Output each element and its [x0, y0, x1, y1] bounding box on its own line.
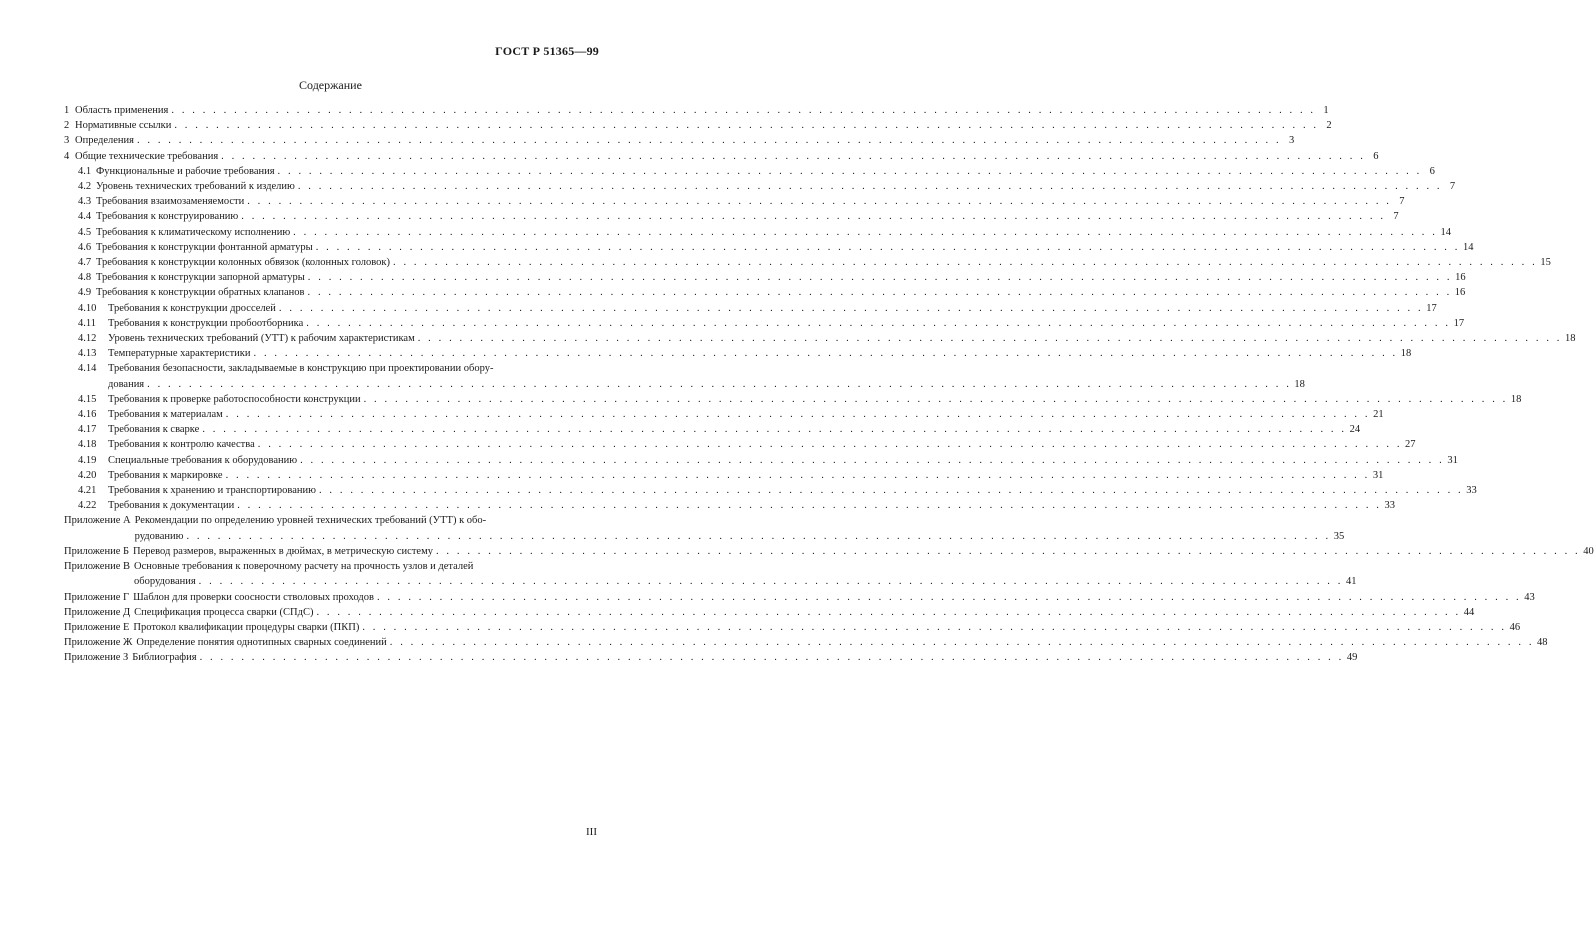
toc-entry-4-22[interactable] — [64, 498, 1396, 513]
toc-entry-4-3[interactable] — [64, 194, 1405, 209]
toc-entry-4-20[interactable] — [64, 468, 1384, 483]
toc-appendix-e[interactable] — [64, 620, 1521, 635]
toc-entry-1[interactable] — [64, 103, 1329, 118]
toc-entry-4-14[interactable] — [64, 361, 1305, 391]
leader-dots — [316, 240, 1460, 255]
entry-number: 4.13 — [78, 348, 97, 360]
entry-number: 4.1 — [78, 165, 92, 177]
leader-dots — [418, 331, 1562, 346]
leader-dots — [308, 270, 1452, 285]
appendix-label: Приложение А — [64, 515, 131, 527]
leader-dots — [137, 133, 1281, 148]
leader-dots — [199, 574, 1343, 589]
entry-number: 4.8 — [78, 272, 92, 284]
entry-title: Нормативные ссылки — [75, 120, 172, 132]
entry-page: 44 — [1463, 606, 1475, 618]
entry-page: 49 — [1346, 652, 1358, 664]
entry-number: 4.9 — [78, 287, 92, 299]
toc-appendix-g[interactable] — [64, 590, 1535, 605]
toc-entry-4-8[interactable] — [64, 270, 1466, 285]
leader-dots — [237, 498, 1381, 513]
entry-title: Требования к проверке работоспособности конструкции — [108, 393, 361, 405]
toc-entry-4-16[interactable] — [64, 407, 1384, 422]
entry-number: 4.5 — [78, 226, 92, 238]
leader-dots — [221, 149, 1365, 164]
entry-number: 2 — [64, 120, 70, 132]
toc-entry-4-19[interactable] — [64, 453, 1458, 468]
toc-appendix-v[interactable] — [64, 559, 1357, 589]
toc-appendix-d[interactable] — [64, 605, 1475, 620]
entry-page: 14 — [1440, 226, 1451, 238]
leader-dots — [390, 635, 1534, 650]
entry-page: 18 — [1565, 333, 1576, 345]
toc-appendix-z[interactable] — [64, 650, 1358, 665]
appendix-title: Библиография — [132, 652, 197, 664]
entry-page: 3 — [1288, 135, 1295, 147]
toc-entry-4-9[interactable] — [64, 285, 1466, 300]
toc-appendix-b[interactable] — [64, 544, 1594, 559]
entry-page: 16 — [1455, 272, 1466, 284]
entry-page: 18 — [1294, 378, 1305, 390]
appendix-title-line1: Рекомендации по определению уровней технических требований (УТТ) к обо- — [134, 515, 487, 527]
page-number: III — [586, 826, 597, 838]
entry-title: Требования к документации — [108, 500, 235, 512]
toc-entry-4-11[interactable] — [64, 316, 1465, 331]
toc-entry-4-10[interactable] — [64, 301, 1437, 316]
leader-dots — [306, 316, 1450, 331]
leader-dots — [226, 468, 1370, 483]
toc-entry-4-2[interactable] — [64, 179, 1456, 194]
entry-title: Требования взаимозаменяемости — [96, 196, 245, 208]
toc-appendix-zh[interactable] — [64, 635, 1548, 650]
entry-page: 31 — [1372, 469, 1384, 481]
appendix-title: Перевод размеров, выраженных в дюймах, в метрическую систему — [133, 545, 433, 557]
entry-page: 41 — [1345, 576, 1357, 588]
leader-dots — [226, 407, 1370, 422]
entry-page: 35 — [1333, 530, 1345, 542]
entry-page: 33 — [1384, 500, 1396, 512]
entry-title: Требования к климатическому исполнению — [96, 226, 291, 238]
entry-number: 4.3 — [78, 196, 92, 208]
entry-title: Требования к конструированию — [96, 211, 239, 223]
leader-dots — [241, 209, 1385, 224]
entry-title: Специальные требования к оборудованию — [108, 454, 298, 466]
entry-page: 6 — [1429, 165, 1435, 177]
entry-page: 7 — [1399, 196, 1405, 208]
toc-entry-4-21[interactable] — [64, 483, 1477, 498]
leader-dots — [247, 194, 1391, 209]
entry-page: 15 — [1540, 257, 1551, 269]
leader-dots — [258, 437, 1402, 452]
entry-number: 4.17 — [78, 424, 97, 436]
entry-title: Требования к конструкции обратных клапанов — [96, 287, 305, 299]
appendix-label: Приложение Е — [64, 621, 130, 633]
leader-dots — [293, 225, 1437, 240]
entry-page: 7 — [1393, 211, 1399, 223]
entry-page: 27 — [1405, 439, 1416, 451]
entry-number: 4.2 — [78, 181, 92, 193]
toc-entry-4-15[interactable] — [64, 392, 1522, 407]
entry-title: Общие технические требования — [75, 150, 219, 162]
entry-number: 4.21 — [78, 485, 97, 497]
leader-dots — [200, 650, 1344, 665]
toc-entry-4-5[interactable] — [64, 225, 1451, 240]
entry-page: 18 — [1510, 393, 1522, 405]
entry-title: Требования к конструкции дросселей — [108, 302, 276, 314]
entry-page: 16 — [1454, 287, 1466, 299]
entry-title: Требования к конструкции пробоотборника — [108, 317, 304, 329]
appendix-title: Спецификация процесса сварки (СПдС) — [134, 606, 314, 618]
leader-dots — [278, 164, 1422, 179]
entry-title: Требования к сварке — [108, 424, 200, 436]
document-code: ГОСТ Р 51365—99 — [495, 44, 599, 58]
toc-entry-4-18[interactable] — [64, 437, 1416, 452]
appendix-title-line1: Основные требования к поверочному расчету на прочность узлов и деталей — [133, 561, 474, 573]
entry-number: 4.14 — [78, 363, 97, 375]
entry-title: Требования к конструкции запорной арматуры — [96, 272, 305, 284]
entry-title: Функциональные и рабочие требования — [96, 165, 275, 177]
entry-title: Область применения — [75, 105, 169, 116]
entry-number: 4.18 — [78, 439, 97, 451]
appendix-label: Приложение Ж — [64, 637, 133, 649]
leader-dots — [174, 118, 1318, 133]
leader-dots — [298, 179, 1442, 194]
entry-number: 4.10 — [78, 302, 97, 314]
entry-number: 3 — [64, 135, 70, 147]
entry-title-line2: дования — [108, 378, 145, 390]
entry-page: 2 — [1326, 120, 1332, 132]
entry-title-line1: Требования безопасности, закладываемые в конструкцию при проектировании обору- — [108, 363, 494, 375]
table-of-contents — [64, 103, 1594, 666]
leader-dots — [364, 392, 1508, 407]
entry-number: 4 — [64, 150, 70, 162]
entry-number: 4.4 — [78, 211, 92, 223]
entry-page: 31 — [1447, 454, 1458, 466]
leader-dots — [279, 301, 1423, 316]
entry-title: Определения — [75, 135, 134, 147]
toc-entry-4-13[interactable] — [64, 346, 1412, 361]
toc-entry-4-4[interactable] — [64, 209, 1399, 224]
leader-dots — [377, 590, 1521, 605]
toc-entry-2[interactable] — [64, 118, 1332, 133]
entry-title: Требования к конструкции фонтанной арматуры — [96, 241, 313, 253]
entry-number: 1 — [64, 105, 70, 116]
entry-page: 33 — [1466, 485, 1477, 497]
leader-dots — [147, 377, 1291, 392]
entry-title: Уровень технических требований (УТТ) к рабочим характеристикам — [108, 333, 415, 345]
appendix-title: Шаблон для проверки соосности стволовых проходов — [133, 591, 374, 603]
leader-dots — [300, 453, 1444, 468]
toc-entry-4-17[interactable] — [64, 422, 1361, 437]
entry-page: 6 — [1373, 150, 1379, 162]
entry-number: 4.16 — [78, 409, 97, 421]
leader-dots — [362, 620, 1506, 635]
entry-title: Требования к материалам — [108, 409, 223, 421]
appendix-label: Приложение В — [64, 561, 130, 573]
entry-page: 43 — [1524, 591, 1535, 603]
appendix-label: Приложение Б — [64, 545, 130, 557]
leader-dots — [316, 605, 1460, 620]
entry-number: 4.11 — [78, 317, 96, 329]
leader-dots — [393, 255, 1537, 270]
appendix-label: Приложение З — [64, 652, 129, 664]
toc-entry-4-1[interactable] — [64, 164, 1435, 179]
entry-page: 46 — [1509, 621, 1521, 633]
entry-title: Требования к конструкции колонных обвязок (колонных головок) — [96, 257, 391, 269]
toc-appendix-a[interactable] — [64, 513, 1345, 543]
entry-title: Требования к контролю качества — [108, 439, 255, 451]
toc-entry-3[interactable] — [64, 133, 1295, 148]
entry-page: 14 — [1462, 241, 1474, 253]
appendix-label: Приложение Д — [64, 606, 131, 618]
appendix-label: Приложение Г — [64, 591, 130, 603]
entry-title: Требования к маркировке — [108, 469, 223, 481]
entry-page: 24 — [1349, 424, 1361, 436]
entry-number: 4.12 — [78, 333, 97, 345]
entry-page: 7 — [1449, 181, 1456, 193]
entry-number: 4.6 — [78, 241, 92, 253]
toc-entry-4-7[interactable] — [64, 255, 1551, 270]
appendix-title: Определение понятия однотипных сварных соединений — [136, 637, 387, 649]
toc-title: Содержание — [299, 78, 362, 92]
leader-dots — [319, 483, 1463, 498]
entry-number: 4.20 — [78, 469, 97, 481]
toc-entry-4[interactable] — [64, 149, 1379, 164]
entry-number: 4.19 — [78, 454, 97, 466]
leader-dots — [254, 346, 1398, 361]
leader-dots — [436, 544, 1580, 559]
appendix-title-line2: оборудования — [133, 576, 196, 588]
entry-number: 4.22 — [78, 500, 97, 512]
leader-dots — [171, 103, 1315, 118]
toc-entry-4-6[interactable] — [64, 240, 1474, 255]
entry-page: 21 — [1373, 409, 1384, 421]
entry-title: Уровень технических требований к изделию — [96, 181, 295, 193]
entry-page: 40 — [1583, 545, 1594, 557]
entry-number: 4.15 — [78, 393, 97, 405]
appendix-title-line2: рудованию — [134, 530, 184, 542]
leader-dots — [202, 422, 1346, 437]
entry-page: 17 — [1426, 302, 1437, 314]
toc-entry-4-12[interactable] — [64, 331, 1576, 346]
entry-page: 17 — [1453, 317, 1465, 329]
appendix-title: Протокол квалификации процедуры сварки (ПКП) — [133, 621, 360, 633]
entry-page: 1 — [1323, 105, 1329, 116]
leader-dots — [186, 529, 1330, 544]
leader-dots — [308, 285, 1452, 300]
entry-number: 4.7 — [78, 257, 92, 269]
entry-title: Температурные характеристики — [108, 348, 251, 360]
entry-page: 18 — [1400, 348, 1412, 360]
entry-title: Требования к хранению и транспортированию — [108, 485, 316, 497]
entry-page: 48 — [1537, 637, 1548, 649]
